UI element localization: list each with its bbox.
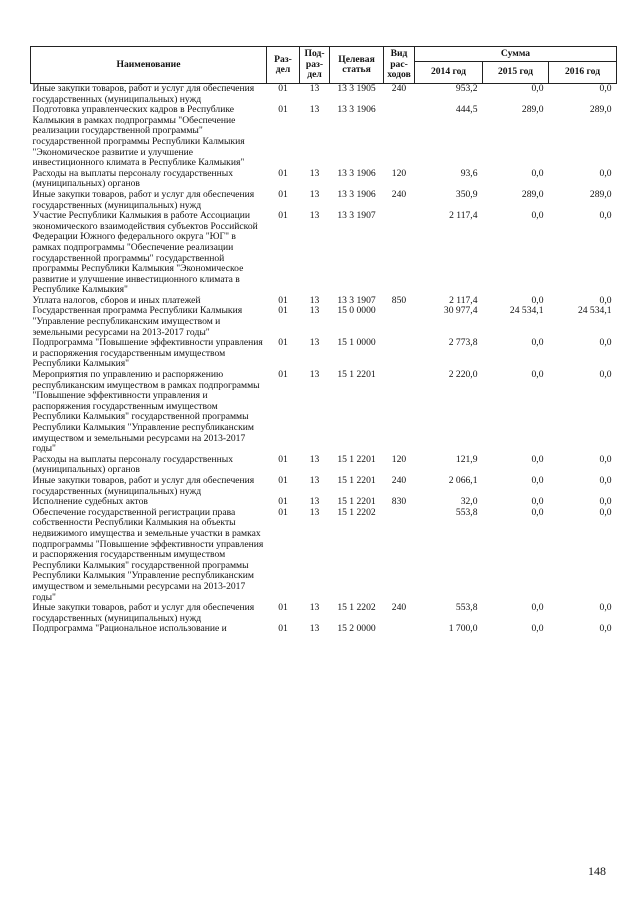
row-name: Государственная программа Республики Калмыкия "Управление республиканским имуществом и земельными ресурсами на 2013-2017 годы" <box>32 305 243 338</box>
header-expense-type: Вид рас-ходов <box>384 47 415 84</box>
row-razdel: 01 <box>278 294 288 306</box>
row-expense-type <box>384 624 415 635</box>
row-target-article: 13 3 1905 <box>337 83 376 94</box>
row-podrazdel: 13 <box>309 496 320 508</box>
row-razdel: 01 <box>278 506 288 518</box>
row-razdel: 01 <box>278 453 288 465</box>
row-sum-2015: 0,0 <box>531 167 544 179</box>
row-expense-type: 240 <box>391 188 407 200</box>
row-podrazdel: 13 <box>309 210 320 222</box>
row-razdel: 01 <box>278 188 288 200</box>
row-sum-2016: 0,0 <box>599 453 612 465</box>
row-expense-type: 120 <box>391 453 407 465</box>
row-sum-2016: 0,0 <box>599 506 612 518</box>
row-name: Участие Республики Калмыкия в работе Ассоциации экономического взаимодействия субъектов Российской Федерации Южного федерального округа "ЮГ" в рамках подпрограммы "Обеспечение реализации государственной программы" государственной программы Республики Калмыкия "Экономическое развитие и улучшение инвестиционного климата в Республике Калмыкия" <box>32 210 258 296</box>
row-target-article: 13 3 1906 <box>337 104 376 116</box>
budget-table-page <box>30 46 616 635</box>
row-expense-type: 830 <box>391 496 407 508</box>
row-name: Иные закупки товаров, работ и услуг для обеспечения государственных (муниципальных) нужд <box>32 602 255 624</box>
header-name: Наименование <box>31 47 267 84</box>
row-sum-2014: 32,0 <box>460 496 478 508</box>
row-sum-2015: 0,0 <box>531 496 544 508</box>
row-name: Расходы на выплаты персоналу государственных (муниципальных) органов <box>32 167 234 190</box>
row-name: Уплата налогов, сборов и иных платежей <box>32 294 201 306</box>
row-sum-2015: 0,0 <box>531 294 544 306</box>
row-sum-2016: 0,0 <box>599 83 612 94</box>
row-expense-type: 240 <box>391 602 407 614</box>
row-expense-type <box>384 508 415 603</box>
row-target-article: 15 1 2202 <box>337 602 376 614</box>
table-row <box>31 455 617 476</box>
row-target-article: 15 1 2201 <box>337 369 376 381</box>
row-expense-type: 850 <box>391 294 407 306</box>
row-sum-2015: 0,0 <box>531 474 544 486</box>
row-razdel: 01 <box>278 83 288 94</box>
header-razdel: Раз-дел <box>267 47 300 84</box>
table-row <box>31 105 617 169</box>
row-sum-2016: 24 534,1 <box>577 305 612 317</box>
row-razdel: 01 <box>278 210 288 222</box>
row-sum-2015: 0,0 <box>531 623 544 635</box>
row-sum-2014: 93,6 <box>460 167 478 179</box>
row-podrazdel: 13 <box>309 602 320 614</box>
row-sum-2015: 0,0 <box>531 337 544 349</box>
row-expense-type <box>384 306 415 338</box>
row-name: Мероприятия по управлению и распоряжению республиканским имуществом в рамках подпрограммы "Повышение эффективности управления и распоряжения государственным имуществом Республики Калмыкия" государственной программы Республики Калмыкия "Управление республиканским имуществом и земельными ресурсами на 2013-2017 годы" <box>32 369 260 455</box>
row-sum-2014: 121,9 <box>455 453 478 465</box>
table-row <box>31 190 617 211</box>
row-razdel: 01 <box>278 369 288 381</box>
table-row <box>31 370 617 455</box>
row-sum-2015: 0,0 <box>531 506 544 518</box>
header-year-2015: 2015 год <box>483 62 549 84</box>
table-row <box>31 211 617 296</box>
row-name: Иные закупки товаров, работ и услуг для обеспечения государственных (муниципальных) нужд <box>32 83 255 105</box>
row-podrazdel: 13 <box>309 305 320 317</box>
row-podrazdel: 13 <box>309 104 320 116</box>
row-razdel: 01 <box>278 623 288 635</box>
row-sum-2016: 289,0 <box>589 188 612 200</box>
row-sum-2014: 30 977,4 <box>443 305 478 317</box>
row-name: Расходы на выплаты персоналу государственных (муниципальных) органов <box>32 453 234 476</box>
header-target-article: Целевая статья <box>330 47 384 84</box>
row-sum-2016: 0,0 <box>599 496 612 508</box>
row-podrazdel: 13 <box>309 369 320 381</box>
row-razdel: 01 <box>278 104 288 116</box>
row-sum-2015: 289,0 <box>521 104 544 116</box>
row-sum-2014: 553,8 <box>455 602 478 614</box>
row-podrazdel: 13 <box>309 506 320 518</box>
row-podrazdel: 13 <box>309 474 320 486</box>
header-sum: Сумма <box>415 47 617 62</box>
row-expense-type <box>384 338 415 370</box>
budget-table <box>30 46 617 635</box>
table-row <box>31 306 617 338</box>
row-sum-2016: 0,0 <box>599 474 612 486</box>
row-expense-type: 240 <box>391 83 407 94</box>
row-razdel: 01 <box>278 474 288 486</box>
table-row <box>31 624 617 635</box>
row-podrazdel: 13 <box>309 167 320 179</box>
row-sum-2015: 289,0 <box>521 188 544 200</box>
row-sum-2014: 2 066,1 <box>448 474 478 486</box>
row-sum-2016: 0,0 <box>599 337 612 349</box>
row-sum-2014: 1 700,0 <box>448 623 478 635</box>
row-target-article: 15 2 0000 <box>337 623 376 635</box>
table-body <box>31 84 617 635</box>
row-target-article: 15 0 0000 <box>337 305 376 317</box>
row-podrazdel: 13 <box>309 337 320 349</box>
row-name: Подпрограмма "Рациональное использование и <box>32 623 227 635</box>
row-sum-2016: 0,0 <box>599 210 612 222</box>
row-sum-2014: 2 117,4 <box>449 210 478 222</box>
row-razdel: 01 <box>278 337 288 349</box>
row-sum-2014: 444,5 <box>455 104 478 116</box>
row-expense-type: 240 <box>391 474 407 486</box>
row-target-article: 15 1 2201 <box>337 453 376 465</box>
row-sum-2014: 953,2 <box>455 83 478 94</box>
row-razdel: 01 <box>278 167 288 179</box>
table-row <box>31 169 617 190</box>
row-sum-2016: 0,0 <box>599 167 612 179</box>
row-sum-2016: 0,0 <box>599 294 612 306</box>
row-name: Подготовка управленческих кадров в Республике Калмыкия в рамках подпрограммы "Обеспечение реализации государственной программы" государственной программы Республики Калмыкия "Экономическое развитие и улучшение инвестиционного климата в Республике Калмыкия" <box>32 104 245 169</box>
row-expense-type <box>384 105 415 169</box>
row-name: Подпрограмма "Повышение эффективности управления и распоряжения государственным имуществом Республики Калмыкия" <box>32 337 263 370</box>
row-sum-2014: 2 117,4 <box>449 294 478 306</box>
row-podrazdel: 13 <box>309 188 320 200</box>
row-sum-2016: 0,0 <box>599 369 612 381</box>
row-target-article: 15 1 2201 <box>337 474 376 486</box>
row-sum-2015: 0,0 <box>531 83 544 94</box>
row-target-article: 15 1 2201 <box>337 496 376 508</box>
row-sum-2016: 289,0 <box>589 104 612 116</box>
row-podrazdel: 13 <box>309 453 320 465</box>
row-sum-2016: 0,0 <box>599 623 612 635</box>
row-sum-2015: 0,0 <box>531 453 544 465</box>
row-name: Исполнение судебных актов <box>32 496 148 508</box>
row-podrazdel: 13 <box>309 294 320 306</box>
row-sum-2015: 24 534,1 <box>509 305 544 317</box>
header-podrazdel: Под-раз-дел <box>300 47 330 84</box>
row-target-article: 15 1 0000 <box>337 337 376 349</box>
row-sum-2014: 553,8 <box>455 506 478 518</box>
row-razdel: 01 <box>278 496 288 508</box>
table-row <box>31 508 617 603</box>
row-name: Иные закупки товаров, работ и услуг для обеспечения государственных (муниципальных) нужд <box>32 188 255 211</box>
row-expense-type <box>384 211 415 296</box>
table-row <box>31 338 617 370</box>
row-target-article: 13 3 1907 <box>337 294 376 306</box>
row-expense-type <box>384 370 415 455</box>
row-sum-2014: 2 773,8 <box>448 337 478 349</box>
row-razdel: 01 <box>278 305 288 317</box>
table-header <box>31 47 617 84</box>
row-sum-2015: 0,0 <box>531 210 544 222</box>
row-target-article: 13 3 1906 <box>337 188 376 200</box>
row-sum-2015: 0,0 <box>531 369 544 381</box>
row-sum-2014: 350,9 <box>455 188 478 200</box>
header-year-2014: 2014 год <box>415 62 483 84</box>
header-year-2016: 2016 год <box>549 62 617 84</box>
row-sum-2014: 2 220,0 <box>448 369 478 381</box>
table-row <box>31 603 617 624</box>
row-podrazdel: 13 <box>309 83 320 94</box>
table-row <box>31 84 617 106</box>
row-podrazdel: 13 <box>309 623 320 635</box>
row-target-article: 13 3 1907 <box>337 210 376 222</box>
row-expense-type: 120 <box>391 167 407 179</box>
page-number: 148 <box>588 864 606 878</box>
table-row <box>31 476 617 497</box>
row-razdel: 01 <box>278 602 288 614</box>
row-target-article: 13 3 1906 <box>337 167 376 179</box>
row-target-article: 15 1 2202 <box>337 506 376 518</box>
row-sum-2015: 0,0 <box>531 602 544 614</box>
row-name: Иные закупки товаров, работ и услуг для обеспечения государственных (муниципальных) нужд <box>32 474 255 497</box>
row-sum-2016: 0,0 <box>599 602 612 614</box>
row-name: Обеспечение государственной регистрации права собственности Республики Калмыкия на объекты недвижимого имущества и земельные участки в рамках подпрограммы "Повышение эффективности управления и распоряжения государственным имуществом Республики Калмыкия" государственной программы Республики Калмыкия "Управление республиканским имуществом и земельными ресурсами на 2013-2017 годы" <box>32 506 264 603</box>
